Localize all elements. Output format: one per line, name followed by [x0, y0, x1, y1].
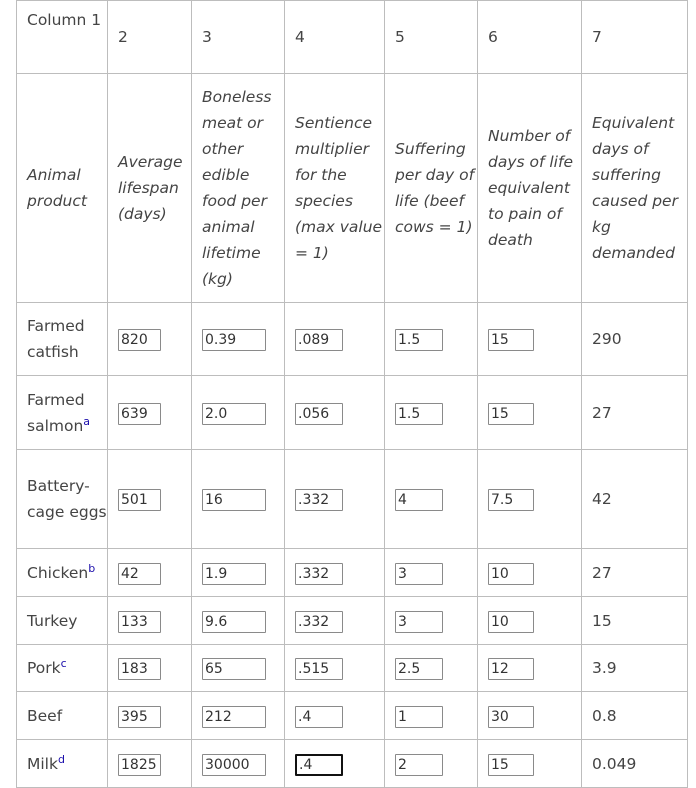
- footnote-link[interactable]: b: [88, 561, 96, 575]
- edible-food-input[interactable]: [202, 403, 266, 425]
- edible-food-input[interactable]: [202, 611, 266, 633]
- edible-food-cell: [192, 450, 285, 549]
- edible-food-cell: [192, 303, 285, 376]
- edible-food-cell: [192, 597, 285, 645]
- equivalent-days-result: 0.049: [582, 740, 688, 788]
- lifespan-cell: [108, 450, 192, 549]
- death-days-input[interactable]: [488, 403, 534, 425]
- suffering-input[interactable]: [395, 329, 443, 351]
- edible-food-input[interactable]: [202, 489, 266, 511]
- lifespan-input[interactable]: [118, 658, 161, 680]
- suffering-cell: [385, 740, 478, 788]
- animal-product-cell: [17, 645, 108, 692]
- death-days-input[interactable]: [488, 658, 534, 680]
- table-row: [17, 549, 688, 597]
- suffering-cell: [385, 597, 478, 645]
- edible-food-input[interactable]: [202, 706, 266, 728]
- sentience-input[interactable]: [295, 611, 343, 633]
- suffering-input[interactable]: [395, 658, 443, 680]
- sentience-cell: [285, 303, 385, 376]
- suffering-input[interactable]: [395, 754, 443, 776]
- death-days-cell: [478, 376, 582, 450]
- death-days-input[interactable]: [488, 706, 534, 728]
- equivalent-days-result: 0.8: [582, 692, 688, 740]
- equivalent-days-result: 3.9: [582, 645, 688, 692]
- sentience-input[interactable]: [295, 403, 343, 425]
- equivalent-days-result: 290: [582, 303, 688, 376]
- sentience-cell: [285, 645, 385, 692]
- column-number: Column 1: [17, 1, 108, 74]
- sentience-input[interactable]: [295, 489, 343, 511]
- lifespan-input[interactable]: [118, 611, 161, 633]
- death-days-input[interactable]: [488, 329, 534, 351]
- death-days-input[interactable]: [488, 563, 534, 585]
- lifespan-cell: [108, 303, 192, 376]
- footnote-link[interactable]: a: [83, 414, 91, 428]
- suffering-input[interactable]: [395, 563, 443, 585]
- table-row: [17, 450, 688, 549]
- column-number-row: [17, 1, 688, 74]
- edible-food-cell: [192, 692, 285, 740]
- suffering-cell: [385, 376, 478, 450]
- header-row: [17, 74, 688, 303]
- lifespan-cell: [108, 549, 192, 597]
- animal-product-label: Chicken: [27, 563, 89, 582]
- sentience-input[interactable]: [295, 329, 343, 351]
- animal-product-label: Pork: [27, 659, 61, 677]
- sentience-cell: [285, 549, 385, 597]
- animal-product-label: Beef: [27, 706, 63, 725]
- lifespan-input[interactable]: [118, 563, 161, 585]
- death-days-cell: [478, 549, 582, 597]
- death-days-input[interactable]: [488, 611, 534, 633]
- equivalent-days-result: 27: [582, 376, 688, 450]
- edible-food-input[interactable]: [202, 754, 266, 776]
- animal-product-cell: [17, 740, 108, 788]
- edible-food-input[interactable]: [202, 329, 266, 351]
- animal-product-cell: [17, 450, 108, 549]
- death-days-cell: [478, 645, 582, 692]
- suffering-input[interactable]: [395, 489, 443, 511]
- animal-product-cell: [17, 549, 108, 597]
- column-number: 3: [192, 1, 285, 74]
- animal-product-label: Battery-cage eggs: [27, 477, 107, 521]
- column-number: 2: [108, 1, 192, 74]
- death-days-cell: [478, 450, 582, 549]
- death-days-cell: [478, 597, 582, 645]
- suffering-input[interactable]: [395, 403, 443, 425]
- header-edible-food: Boneless meat or other edible food per animal lifetime (kg): [192, 74, 285, 303]
- lifespan-input[interactable]: [118, 489, 161, 511]
- header-days-pain-of-death: Number of days of life equivalent to pain of death: [478, 74, 582, 303]
- table-row: [17, 740, 688, 788]
- column-number: 6: [478, 1, 582, 74]
- column-number: 4: [285, 1, 385, 74]
- suffering-calculator-table: [16, 0, 688, 788]
- sentience-input[interactable]: [295, 754, 343, 776]
- edible-food-cell: [192, 645, 285, 692]
- equivalent-days-result: 15: [582, 597, 688, 645]
- lifespan-input[interactable]: [118, 754, 161, 776]
- table-row: [17, 645, 688, 692]
- animal-product-cell: [17, 376, 108, 450]
- death-days-cell: [478, 303, 582, 376]
- sentience-input[interactable]: [295, 563, 343, 585]
- sentience-cell: [285, 450, 385, 549]
- animal-product-label: Farmed salmon: [27, 390, 85, 435]
- animal-product-cell: [17, 692, 108, 740]
- sentience-cell: [285, 376, 385, 450]
- header-equivalent-days: Equivalent days of suffering caused per kg demanded: [582, 74, 688, 303]
- death-days-input[interactable]: [488, 754, 534, 776]
- sentience-cell: [285, 692, 385, 740]
- lifespan-cell: [108, 645, 192, 692]
- edible-food-cell: [192, 549, 285, 597]
- lifespan-input[interactable]: [118, 403, 161, 425]
- sentience-cell: [285, 597, 385, 645]
- edible-food-input[interactable]: [202, 563, 266, 585]
- sentience-cell: [285, 740, 385, 788]
- lifespan-input[interactable]: [118, 329, 161, 351]
- suffering-input[interactable]: [395, 706, 443, 728]
- header-animal-product: Animal product: [17, 74, 108, 303]
- header-sentience-multiplier: Sentience multiplier for the species (max value = 1): [285, 74, 385, 303]
- death-days-cell: [478, 692, 582, 740]
- animal-product-label: Milk: [27, 754, 58, 773]
- lifespan-cell: [108, 376, 192, 450]
- lifespan-input[interactable]: [118, 706, 161, 728]
- death-days-input[interactable]: [488, 489, 534, 511]
- animal-product-cell: [17, 597, 108, 645]
- suffering-cell: [385, 303, 478, 376]
- footnote-link[interactable]: c: [60, 656, 67, 670]
- edible-food-input[interactable]: [202, 658, 266, 680]
- equivalent-days-result: 42: [582, 450, 688, 549]
- column-number: 7: [582, 1, 688, 74]
- animal-product-label: Farmed catfish: [27, 317, 85, 361]
- lifespan-cell: [108, 692, 192, 740]
- table-row: [17, 692, 688, 740]
- edible-food-cell: [192, 376, 285, 450]
- animal-product-label: Turkey: [27, 611, 78, 630]
- edible-food-cell: [192, 740, 285, 788]
- header-suffering-per-day: Suffering per day of life (beef cows = 1): [385, 74, 478, 303]
- animal-product-cell: [17, 303, 108, 376]
- sentience-input[interactable]: [295, 706, 343, 728]
- suffering-input[interactable]: [395, 611, 443, 633]
- header-average-lifespan: Average lifespan (days): [108, 74, 192, 303]
- table-row: [17, 597, 688, 645]
- column-number: 5: [385, 1, 478, 74]
- lifespan-cell: [108, 740, 192, 788]
- death-days-cell: [478, 740, 582, 788]
- equivalent-days-result: 27: [582, 549, 688, 597]
- table-row: [17, 303, 688, 376]
- table-row: [17, 376, 688, 450]
- suffering-cell: [385, 645, 478, 692]
- footnote-link[interactable]: d: [57, 752, 65, 766]
- suffering-cell: [385, 692, 478, 740]
- suffering-cell: [385, 549, 478, 597]
- sentience-input[interactable]: [295, 658, 343, 680]
- suffering-cell: [385, 450, 478, 549]
- lifespan-cell: [108, 597, 192, 645]
